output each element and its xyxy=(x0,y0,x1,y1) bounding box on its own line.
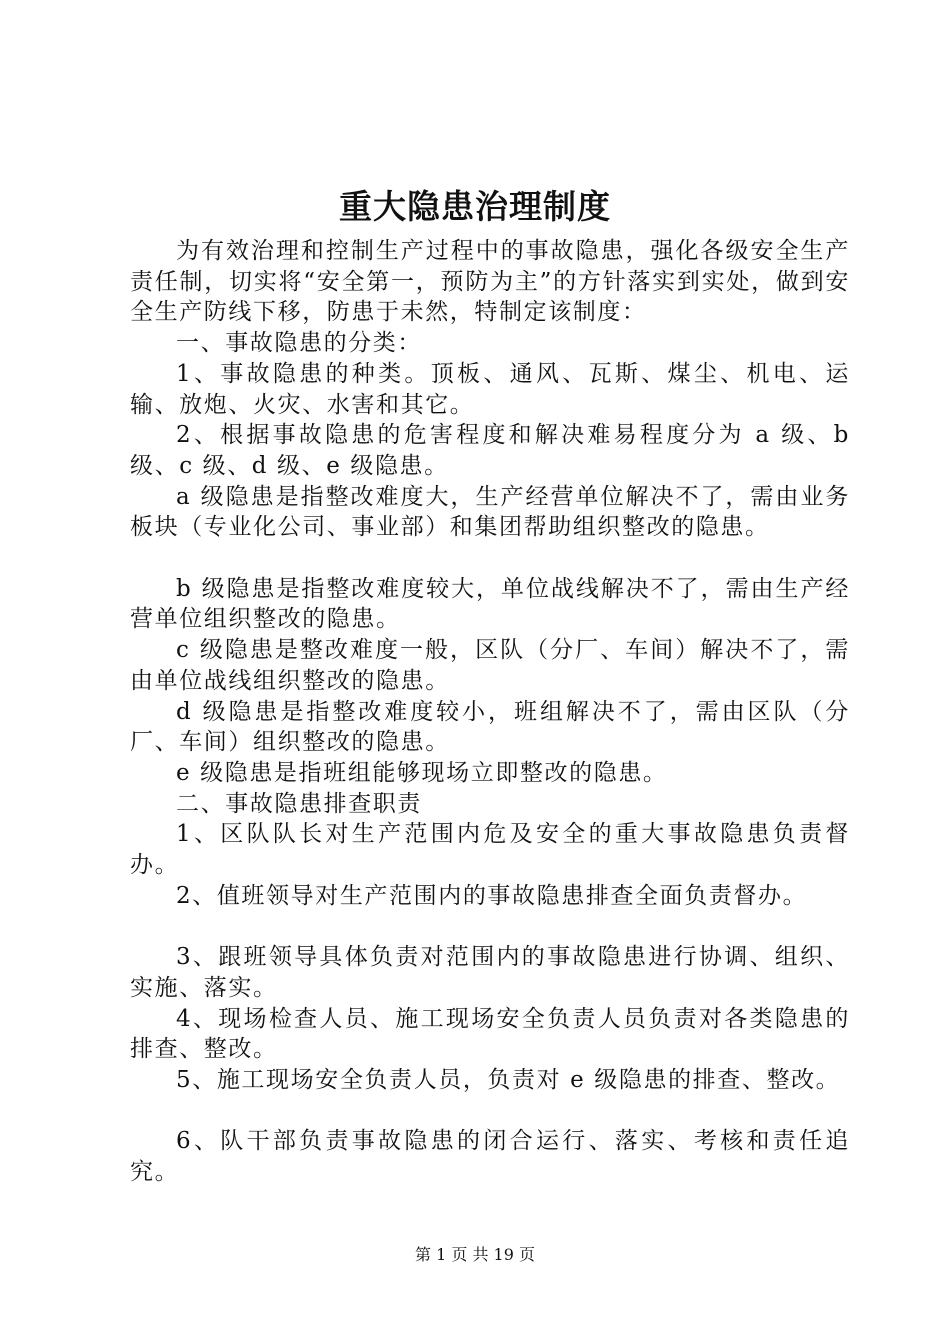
page-footer: 第 1 页 共 19 页 xyxy=(415,1245,535,1264)
paragraph-level-b: b 级隐患是指整改难度较大，单位战线解决不了，需由生产经营单位组织整改的隐患。 xyxy=(130,575,850,633)
section-heading-classification: 一、事故隐患的分类： xyxy=(176,330,422,357)
paragraph-duty-1: 1、区队队长对生产范围内危及安全的重大事故隐患负责督办。 xyxy=(130,821,850,879)
paragraph-duty-4: 4、现场检查人员、施工现场安全负责人员负责对各类隐患的排查、整改。 xyxy=(130,1005,850,1063)
blank-line xyxy=(130,911,850,942)
intro-paragraph: 为有效治理和控制生产过程中的事故隐患，强化各级安全生产责任制，切实将“安全第一，预防为主”的方针落实到实处，做到安全生产防线下移，防患于未然，特制定该制度： xyxy=(130,238,850,326)
paragraph-level-e: e 级隐患是指班组能够现场立即整改的隐患。 xyxy=(176,759,668,786)
paragraph-hazard-types: 1、事故隐患的种类。顶板、通风、瓦斯、煤尘、机电、运输、放炮、火灾、水害和其它。 xyxy=(130,360,850,418)
paragraph-hazard-levels: 2、根据事故隐患的危害程度和解决难易程度分为 a 级、b 级、c 级、d 级、e 级隐患。 xyxy=(130,422,850,479)
paragraph-level-d: d 级隐患是指整改难度较小，班组解决不了，需由区队（分厂、车间）组织整改的隐患。 xyxy=(130,698,850,756)
paragraph-level-c: c 级隐患是整改难度一般，区队（分厂、车间）解决不了，需由单位战线组织整改的隐患。 xyxy=(130,637,850,694)
blank-line xyxy=(130,1096,850,1127)
paragraph-duty-3: 3、跟班领导具体负责对范围内的事故隐患进行协调、组织、实施、落实。 xyxy=(130,944,850,1001)
paragraph-duty-5: 5、施工现场安全负责人员，负责对 e 级隐患的排查、整改。 xyxy=(176,1066,841,1093)
paragraph-duty-2: 2、值班领导对生产范围内的事故隐患排查全面负责督办。 xyxy=(176,882,808,909)
paragraph-level-a: a 级隐患是指整改难度大，生产经营单位解决不了，需由业务板块（专业化公司、事业部）和集团帮助组织整改的隐患。 xyxy=(130,483,850,541)
document-body xyxy=(130,236,850,1188)
section-heading-duties: 二、事故隐患排查职责 xyxy=(176,790,422,817)
document-title: 重大隐患治理制度 xyxy=(339,187,611,226)
blank-line xyxy=(130,543,850,574)
paragraph-duty-6: 6、队干部负责事故隐患的闭合运行、落实、考核和责任追究。 xyxy=(130,1128,850,1186)
